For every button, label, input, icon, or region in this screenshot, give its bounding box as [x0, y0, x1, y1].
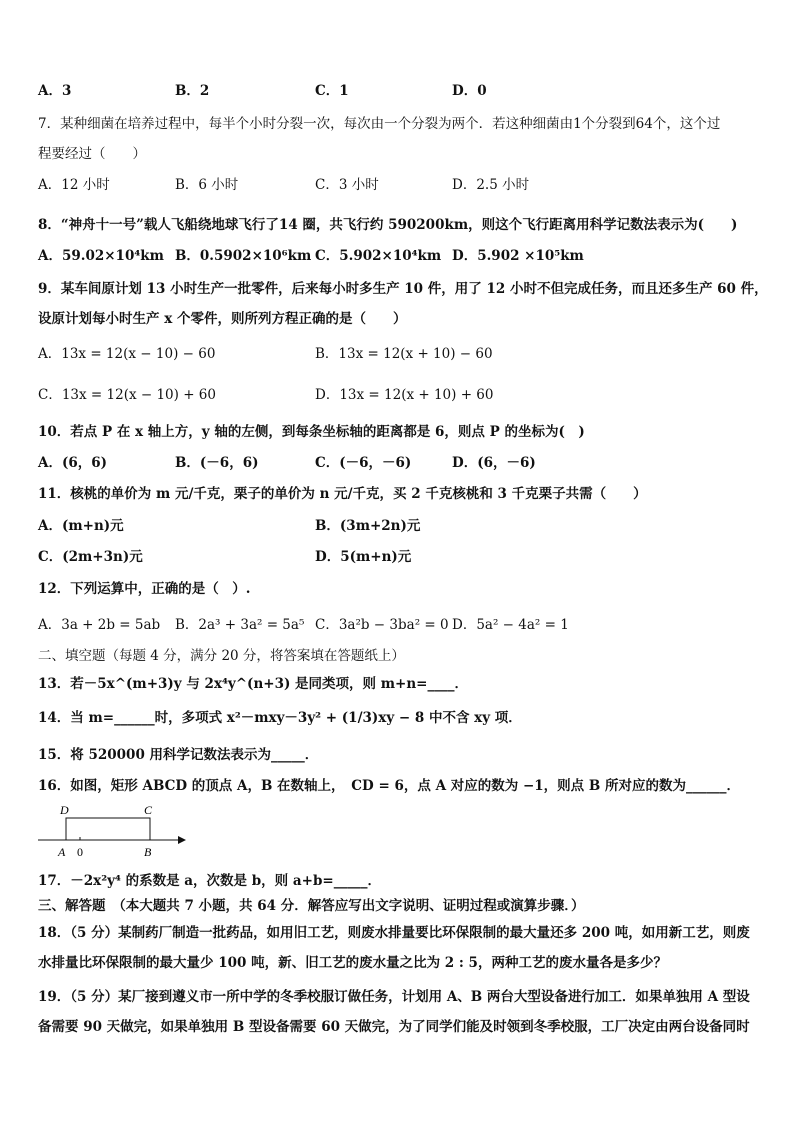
- q11-option-a: A．(m+n)元: [38, 518, 124, 534]
- q11-option-d: D．5(m+n)元: [315, 549, 412, 565]
- option-b: B．2: [175, 83, 210, 99]
- question-18-line-1: 18．（5 分）某制药厂制造一批药品，如用旧工艺，则废水排量要比环保限制的最大量还多 200 吨，如用新工艺，则废: [38, 925, 750, 941]
- question-19-line-2: 备需要 90 天做完，如果单独用 B 型设备需要 60 天做完，为了同学们能及时领到冬季校服，工厂决定由两台设备同时: [38, 1019, 750, 1035]
- q10-option-c: C．(－6，－6): [315, 455, 412, 471]
- q12-option-b: B．2a³ + 3a² = 5a⁵: [175, 617, 305, 633]
- q9-option-a: A．13x = 12(x − 10) − 60: [38, 346, 216, 362]
- question-10: 10．若点 P 在 x 轴上方，y 轴的左侧，到每条坐标轴的距离都是 6，则点 P 的坐标为( ): [38, 424, 585, 440]
- question-15: 15．将 520000 用科学记数法表示为_____．: [38, 747, 319, 763]
- question-14: 14．当 m=______时，多项式 x²－mxy－3y² + (1/3)xy − 8 中不含 xy 项．: [38, 710, 522, 726]
- q9-option-d: D．13x = 12(x + 10) + 60: [315, 387, 494, 403]
- q7-option-b: B．6 小时: [175, 177, 239, 193]
- question-16: 16．如图，矩形 ABCD 的顶点 A，B 在数轴上， CD = 6，点 A 对应的数为 −1，则点 B 所对应的数为______．: [38, 778, 740, 794]
- question-8: 8．“神舟十一号”载人飞船绕地球飞行了14 圈，共飞行约 590200km，则这个飞行距离用科学记数法表示为( ): [38, 217, 738, 233]
- question-7-line-1: 7．某种细菌在培养过程中，每半个小时分裂一次，每次由一个分裂为两个．若这种细菌由1个分裂到64个，这个过: [38, 116, 721, 132]
- question-17: 17．－2x²y⁴ 的系数是 a，次数是 b，则 a+b=_____．: [38, 873, 381, 889]
- q12-option-c: C．3a²b − 3ba² = 0: [315, 617, 449, 633]
- section-3-heading: 三、解答题 （本大题共 7 小题，共 64 分．解答应写出文字说明、证明过程或演算步骤．）: [38, 898, 585, 914]
- label-zero: 0: [77, 845, 83, 859]
- q7-option-d: D．2.5 小时: [452, 177, 530, 193]
- question-18-line-2: 水排量比环保限制的最大量少 100 吨，新、旧工艺的废水量之比为 2 : 5，两种工艺的废水量各是多少？: [38, 955, 667, 971]
- question-9-line-2: 设原计划每小时生产 x 个零件，则所列方程正确的是（ ）: [38, 311, 407, 327]
- option-d: D．0: [452, 83, 487, 99]
- q9-option-b: B．13x = 12(x + 10) − 60: [315, 346, 493, 362]
- label-d: D: [60, 803, 69, 817]
- question-12: 12．下列运算中，正确的是（ ）.: [38, 581, 251, 597]
- q12-option-a: A．3a + 2b = 5ab: [38, 617, 161, 633]
- q11-option-c: C．(2m+3n)元: [38, 549, 143, 565]
- q8-option-d: D．5.902 ×10⁵km: [452, 248, 584, 264]
- q8-option-b: B．0.5902×10⁶km: [175, 248, 312, 264]
- question-7-line-2: 程要经过（ ）: [38, 146, 146, 162]
- rectangle-abcd: [66, 818, 150, 840]
- number-line-figure: [38, 800, 198, 860]
- q9-option-c: C．13x = 12(x − 10) + 60: [38, 387, 216, 403]
- q8-option-a: A．59.02×10⁴km: [38, 248, 164, 264]
- q10-option-a: A．(6，6): [38, 455, 108, 471]
- q11-option-b: B．(3m+2n)元: [315, 518, 421, 534]
- axis-arrow-icon: [178, 836, 186, 844]
- q7-option-a: A．12 小时: [38, 177, 110, 193]
- question-11: 11．核桃的单价为 m 元/千克，栗子的单价为 n 元/千克，买 2 千克核桃和 3 千克栗子共需（ ）: [38, 486, 647, 502]
- question-19-line-1: 19．（5 分）某厂接到遵义市一所中学的冬季校服订做任务，计划用 A、B 两台大型设备进行加工．如果单独用 A 型设: [38, 989, 750, 1005]
- label-b: B: [144, 845, 152, 859]
- option-c: C．1: [315, 83, 349, 99]
- q7-option-c: C．3 小时: [315, 177, 379, 193]
- q8-option-c: C．5.902×10⁴km: [315, 248, 442, 264]
- question-9-line-1: 9．某车间原计划 13 小时生产一批零件，后来每小时多生产 10 件，用了 12 小时不但完成任务，而且还多生产 60 件，: [38, 281, 768, 297]
- q12-option-d: D．5a² − 4a² = 1: [452, 617, 569, 633]
- label-c: C: [144, 803, 153, 817]
- option-a: A．3: [38, 83, 72, 99]
- section-2-heading: 二、填空题（每题 4 分，满分 20 分，将答案填在答题纸上）: [38, 648, 405, 664]
- q10-option-d: D．(6，－6): [452, 455, 536, 471]
- q10-option-b: B．(－6，6): [175, 455, 259, 471]
- label-a: A: [58, 845, 66, 859]
- question-13: 13．若－5x^(m+3)y 与 2x⁴y^(n+3) 是同类项，则 m+n=____．: [38, 676, 468, 692]
